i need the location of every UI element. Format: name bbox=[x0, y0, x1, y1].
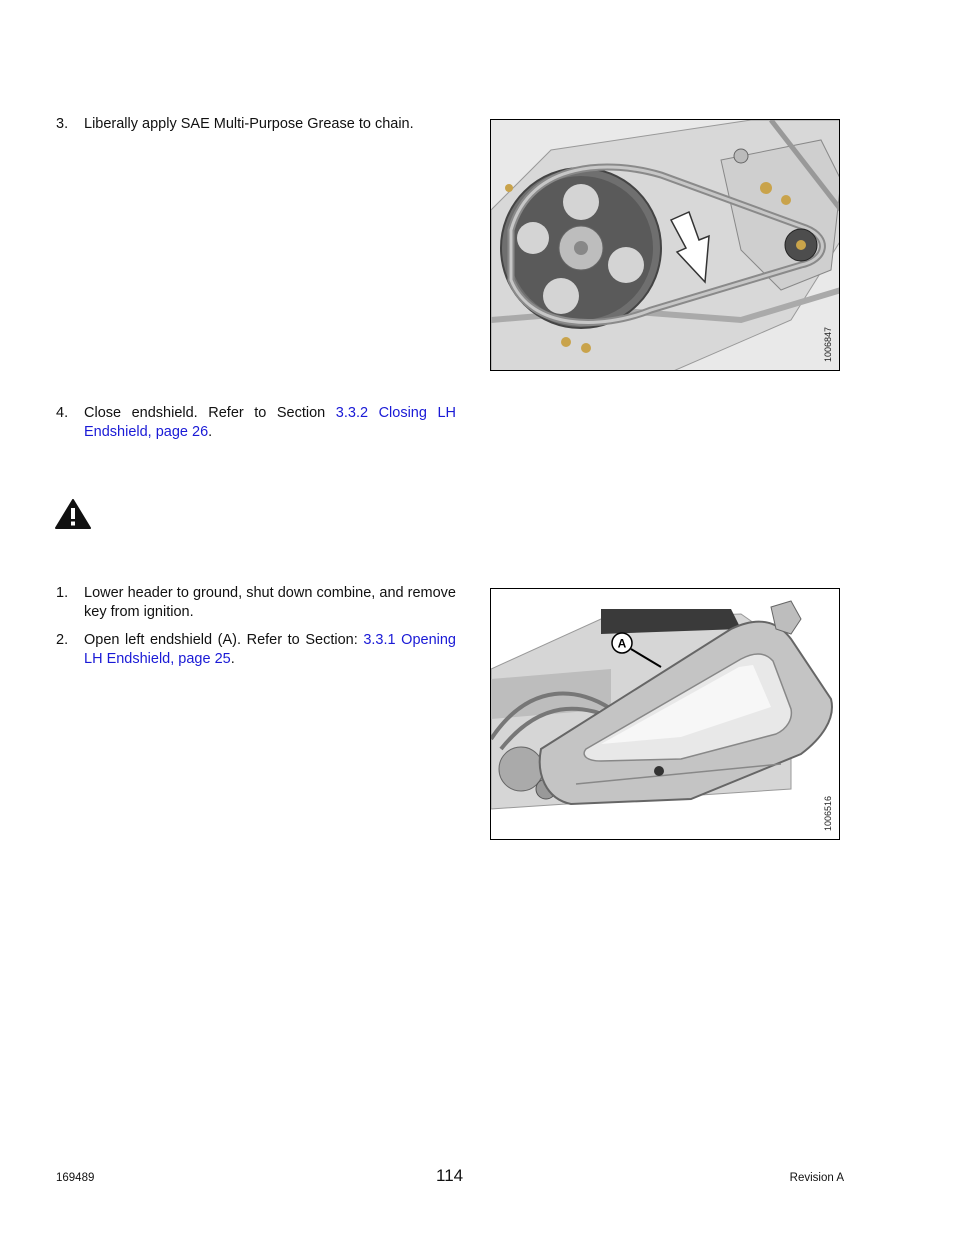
step-number: 2. bbox=[56, 632, 69, 648]
figure-drive-chain: 1006847 bbox=[490, 119, 840, 371]
step-1 bbox=[56, 584, 456, 622]
revision-label: Revision A bbox=[789, 1172, 844, 1184]
warning-icon bbox=[55, 499, 91, 529]
opening-lh-endshield-link[interactable]: 3.3.1 Opening LH Endshield, page 25 bbox=[84, 632, 456, 667]
closing-lh-endshield-link[interactable]: 3.3.2 Closing LH Endshield, page 26 bbox=[84, 405, 456, 440]
endshield-illustration bbox=[491, 589, 840, 840]
drive-chain-illustration bbox=[491, 120, 840, 371]
document-number: 169489 bbox=[56, 1172, 95, 1184]
step-text: Open left endshield (A). Refer to Section: 3.3.1 Opening LH Endshield, page 25. bbox=[84, 632, 456, 667]
step-number: 3. bbox=[56, 116, 69, 132]
step-text: Lower header to ground, shut down combine, and remove key from ignition. bbox=[84, 585, 456, 620]
step-number: 1. bbox=[56, 585, 69, 601]
step-2 bbox=[56, 631, 456, 669]
callout-a-label: A bbox=[617, 636, 627, 651]
figure-endshield: A 1006516 bbox=[490, 588, 840, 840]
step-text: Liberally apply SAE Multi-Purpose Grease to chain. bbox=[84, 116, 414, 132]
step-3 bbox=[56, 115, 456, 134]
step-text: Close endshield. Refer to Section 3.3.2 Closing LH Endshield, page 26. bbox=[84, 405, 456, 440]
step-4 bbox=[56, 404, 456, 442]
page-number: 114 bbox=[436, 1166, 464, 1185]
step-number: 4. bbox=[56, 405, 69, 421]
